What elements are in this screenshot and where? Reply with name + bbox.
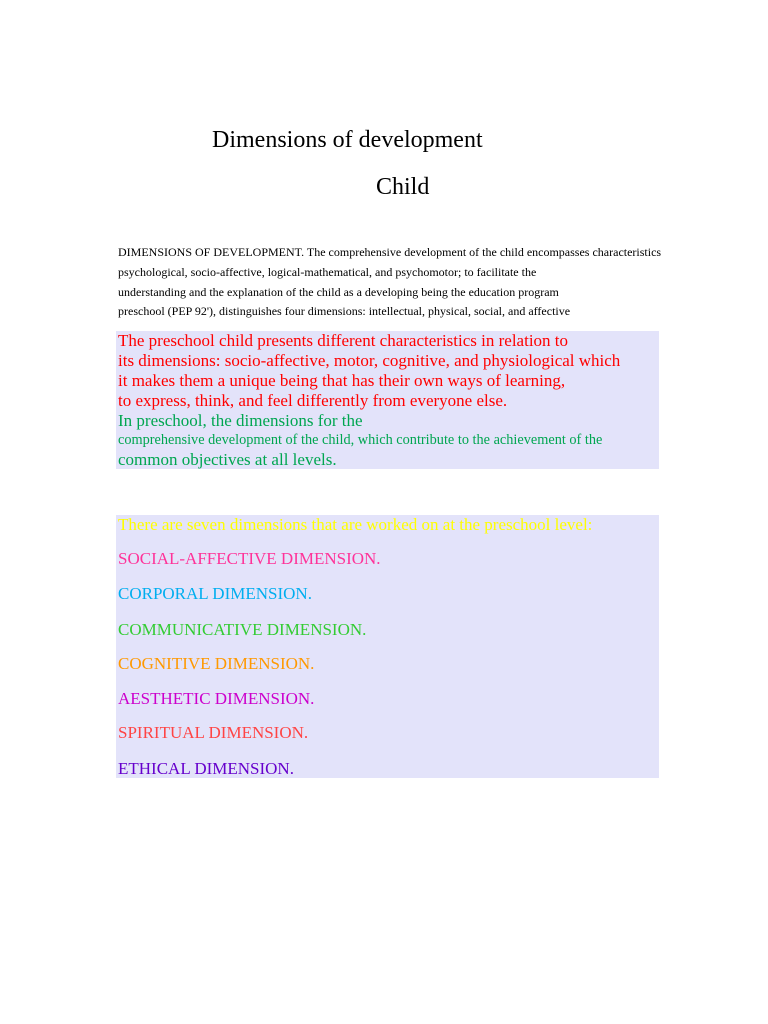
preschool-line: comprehensive development of the child, which contribute to the achievement of the (118, 432, 603, 448)
intro-line: DIMENSIONS OF DEVELOPMENT. The comprehensive development of the child encompasses characteristics (118, 245, 662, 259)
dimension-item: SOCIAL-AFFECTIVE DIMENSION. (118, 549, 381, 568)
characteristics-line: it makes them a unique being that has their own ways of learning, (118, 371, 566, 390)
characteristics-box (116, 331, 659, 469)
characteristics-line: The preschool child presents different characteristics in relation to (118, 331, 569, 350)
intro-paragraph (118, 243, 678, 322)
dimensions-box (116, 515, 659, 778)
dimension-item: CORPORAL DIMENSION. (118, 584, 312, 603)
intro-line: understanding and the explanation of the child as a developing being the education program (118, 284, 559, 299)
dimensions-heading: There are seven dimensions that are worked on at the preschool level: (118, 515, 593, 534)
intro-line: preschool (PEP 92'), distinguishes four dimensions: intellectual, physical, social, and affective (118, 304, 571, 319)
dimension-item: AESTHETIC DIMENSION. (118, 689, 315, 708)
characteristics-line: to express, think, and feel differently from everyone else. (118, 391, 508, 410)
page-subtitle: Child (376, 174, 430, 200)
characteristics-line: its dimensions: socio-affective, motor, cognitive, and physiological which (118, 351, 621, 370)
dimension-item: COMMUNICATIVE DIMENSION. (118, 620, 367, 639)
preschool-line: In preschool, the dimensions for the (118, 411, 363, 430)
preschool-line: common objectives at all levels. (118, 450, 337, 469)
intro-line: psychological, socio-affective, logical-mathematical, and psychomotor; to facilitate the (118, 264, 537, 279)
dimension-item: COGNITIVE DIMENSION. (118, 654, 315, 673)
page-title: Dimensions of development (212, 127, 483, 153)
dimension-item: ETHICAL DIMENSION. (118, 759, 294, 778)
dimension-item: SPIRITUAL DIMENSION. (118, 723, 309, 742)
